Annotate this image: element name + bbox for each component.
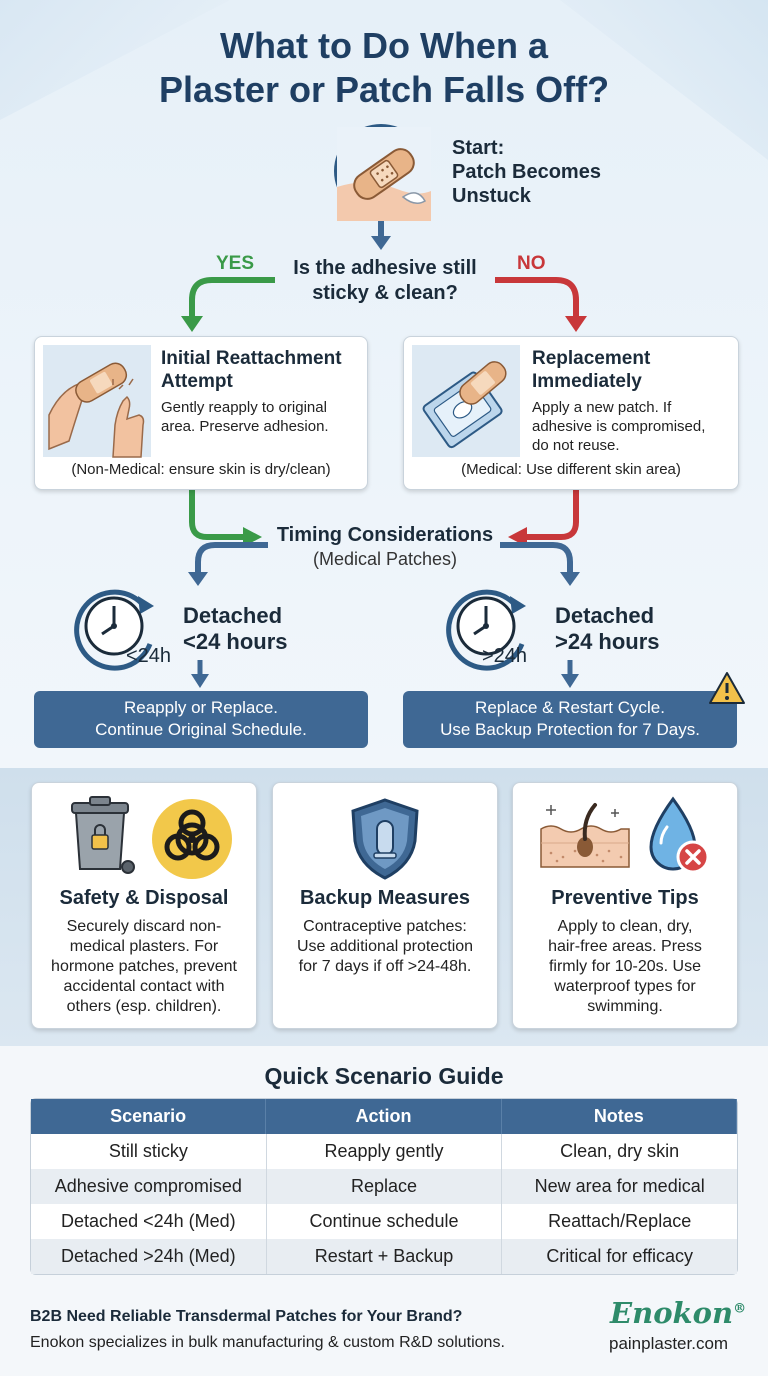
start-line: Unstuck (452, 185, 531, 207)
yes-arrow-head (181, 316, 203, 332)
card-body-line: do not reuse. (532, 437, 620, 454)
card-body (532, 398, 705, 455)
decision-question (260, 256, 510, 306)
card-body-line: Gently reapply to original (161, 399, 327, 416)
right-detached-arrow-head (561, 674, 579, 688)
action-line: Continue Original Schedule. (95, 720, 307, 739)
start-arrow-head (371, 236, 391, 250)
no-water-icon (641, 795, 717, 881)
timing-title: Timing Considerations (276, 524, 494, 546)
card-title-line: Immediately (532, 371, 642, 392)
detached-line: Detached (555, 603, 655, 628)
table-cell: Detached <24h (Med) (31, 1204, 267, 1239)
card-body-line: Apply a new patch. If (532, 399, 672, 416)
card-note: (Non-Medical: ensure skin is dry/clean) (71, 461, 331, 478)
warning-icon (708, 671, 746, 705)
clock-icon (442, 584, 538, 680)
card-body-line: area. Preserve adhesion. (161, 418, 329, 435)
question-line: sticky & clean? (312, 282, 458, 304)
website-link[interactable]: painplaster.com (609, 1334, 729, 1353)
start-line: Patch Becomes (452, 161, 601, 183)
info-line: for 7 days if off >24-48h. (298, 958, 472, 975)
info-line: Securely discard non- (66, 918, 222, 935)
trash-bin-icon (64, 795, 144, 875)
footer-subline: Enokon specializes in bulk manufacturing & custom R&D solutions. (30, 1334, 505, 1351)
info-title: Preventive Tips (551, 887, 699, 909)
table-row (31, 1169, 737, 1204)
info-line: hair-free areas. Press (548, 938, 702, 955)
table-cell: Adhesive compromised (31, 1169, 267, 1204)
shield-icon (349, 797, 421, 881)
left-detached-arrow-head (191, 674, 209, 688)
new-patch-package-icon (412, 345, 520, 457)
question-line: Is the adhesive still (293, 257, 477, 279)
start-line: Start: (452, 137, 505, 159)
scenario-table (30, 1098, 738, 1275)
table-cell: Replace (267, 1169, 503, 1204)
table-header-cell: Action (266, 1099, 501, 1134)
timing-to-left-arrow-head (188, 572, 208, 586)
table-cell: Reapply gently (267, 1134, 503, 1169)
table-row (31, 1134, 737, 1169)
reattachment-card (34, 336, 368, 490)
action-line: Replace & Restart Cycle. (475, 698, 665, 717)
card-body (161, 398, 329, 436)
info-line: swimming. (587, 998, 663, 1015)
replacement-card (403, 336, 739, 490)
safety-card (31, 782, 257, 1029)
left-action-bar (34, 691, 368, 748)
card-title-line: Attempt (161, 371, 233, 392)
hand-applying-patch-icon (43, 345, 151, 457)
title-line-2: Plaster or Patch Falls Off? (158, 69, 610, 110)
info-line: accidental contact with (63, 978, 225, 995)
table-cell: Reattach/Replace (548, 1211, 692, 1231)
brand-logo (610, 1296, 746, 1330)
action-line: Reapply or Replace. (123, 698, 279, 717)
card-body-line: adhesive is compromised, (532, 418, 706, 435)
info-body (513, 917, 737, 1017)
start-label (452, 136, 601, 208)
table-cell: Critical for efficacy (546, 1246, 694, 1266)
table-header-cell: Scenario (31, 1099, 266, 1134)
info-line: Use additional protection (296, 938, 474, 955)
timing-to-right-arrow-head (560, 572, 580, 586)
detached-label (183, 603, 288, 655)
info-body (32, 917, 256, 1017)
biohazard-icon (150, 797, 234, 881)
card-title (161, 347, 342, 393)
info-line: Apply to clean, dry, (557, 918, 693, 935)
info-line: waterproof types for (554, 978, 696, 995)
card-title-line: Replacement (532, 348, 651, 369)
info-line: medical plasters. For (69, 938, 219, 955)
info-line: Contraceptive patches: (303, 918, 467, 935)
clock-label: <24h (126, 645, 172, 667)
title-line-1: What to Do When a (220, 25, 548, 66)
table-cell: Clean, dry skin (560, 1141, 680, 1161)
preventive-card (512, 782, 738, 1029)
table-title: Quick Scenario Guide (264, 1063, 504, 1089)
detached-line: Detached (183, 603, 283, 628)
detached-label (555, 603, 660, 655)
card-title (532, 347, 650, 393)
right-action-bar (403, 691, 737, 748)
no-arrow-head (565, 316, 587, 332)
action-line: Use Backup Protection for 7 Days. (440, 720, 700, 739)
backup-card (272, 782, 498, 1029)
brand-name: Enokon (610, 1296, 734, 1330)
registered-mark: ® (733, 1301, 747, 1317)
table-cell: New area for medical (534, 1176, 705, 1196)
table-header-cell: Notes (502, 1099, 737, 1134)
info-body (273, 917, 497, 977)
table-cell: Detached >24h (Med) (31, 1239, 267, 1274)
table-row (31, 1204, 737, 1239)
yes-label: YES (216, 253, 255, 274)
clock-icon (70, 584, 172, 680)
info-line: firmly for 10-20s. Use (548, 958, 702, 975)
detached-line: <24 hours (183, 629, 288, 654)
info-title: Safety & Disposal (59, 887, 229, 909)
table-cell: Still sticky (31, 1134, 267, 1169)
info-title: Backup Measures (299, 887, 471, 909)
timing-subtitle: (Medical Patches) (312, 549, 458, 569)
info-line: others (esp. children). (66, 998, 222, 1015)
footer-headline: B2B Need Reliable Transdermal Patches for Your Brand? (30, 1308, 463, 1325)
card-note: (Medical: Use different skin area) (461, 461, 681, 478)
detached-line: >24 hours (555, 629, 660, 654)
clock-label: >24h (482, 645, 528, 667)
no-label: NO (517, 253, 546, 274)
skin-hair-icon (537, 799, 633, 871)
start-bandage-icon (334, 124, 428, 218)
table-row (31, 1239, 737, 1274)
table-cell: Continue schedule (267, 1204, 503, 1239)
table-header-row (31, 1099, 737, 1134)
card-title-line: Initial Reattachment (161, 348, 342, 369)
table-cell: Restart + Backup (267, 1239, 503, 1274)
info-line: hormone patches, prevent (51, 958, 237, 975)
